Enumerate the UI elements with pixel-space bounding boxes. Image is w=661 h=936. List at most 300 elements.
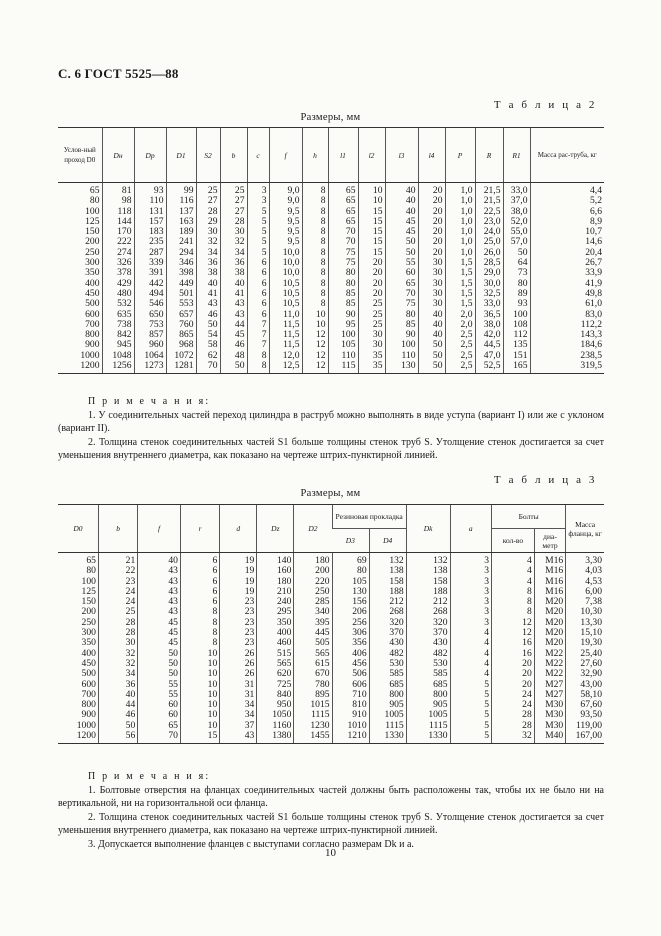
table3-row [58, 597, 604, 607]
table-cell: 28 [98, 628, 137, 638]
table-cell: 65 [328, 183, 358, 197]
table-cell: 98 [102, 196, 134, 206]
table-cell: 65 [385, 279, 418, 289]
table3-row [58, 618, 604, 628]
table-cell: 1281 [166, 361, 196, 374]
table-cell: 6 [247, 299, 269, 309]
table-cell: 800 [406, 690, 450, 700]
table-cell: 46 [98, 710, 137, 720]
t2-header-cell: l2 [358, 128, 385, 183]
table-cell: 40 [98, 690, 137, 700]
table-cell: 20 [418, 183, 445, 197]
table-cell: 100 [503, 310, 530, 320]
table-cell: 23 [220, 618, 257, 628]
table-cell: 40 [196, 279, 220, 289]
table-cell: 3 [450, 587, 492, 597]
table-cell: 200 [294, 566, 332, 576]
table-cell: 27,60 [566, 659, 604, 669]
table-cell: 5 [450, 700, 492, 710]
table-cell: 65 [328, 196, 358, 206]
table-cell: 1210 [332, 731, 369, 744]
table-cell: 70 [138, 731, 181, 744]
table-cell: 3,30 [566, 553, 604, 567]
table-cell: 2,0 [445, 310, 475, 320]
table-cell: 1,0 [445, 217, 475, 227]
table-cell: 8 [302, 207, 328, 217]
table-cell: 40 [220, 279, 247, 289]
table-cell: 12 [492, 618, 535, 628]
table-cell: 31 [220, 690, 257, 700]
table2-row [58, 299, 604, 309]
table-cell: М20 [534, 597, 565, 607]
table-cell: 449 [166, 279, 196, 289]
table-cell: 138 [406, 566, 450, 576]
table-cell: 400 [81, 648, 96, 659]
table-cell: 45 [385, 227, 418, 237]
table-cell: 905 [406, 700, 450, 710]
table-cell: 3 [247, 183, 269, 197]
table-cell: 10,5 [269, 289, 302, 299]
t2-header-cell: f [269, 128, 302, 183]
table-cell: 27 [196, 196, 220, 206]
table-cell: 34 [220, 710, 257, 720]
table-cell: 43 [138, 577, 181, 587]
table-cell: 40 [385, 196, 418, 206]
table-cell: 6 [180, 566, 219, 576]
table3-row [58, 566, 604, 576]
table-cell: 23 [220, 628, 257, 638]
table-cell: 6 [180, 577, 219, 587]
table-cell: 22,5 [475, 207, 503, 217]
table-cell: 685 [369, 680, 406, 690]
table-cell: 287 [134, 248, 166, 258]
table-cell: 500 [85, 299, 100, 310]
table-cell: 5 [450, 710, 492, 720]
table-cell: 8 [302, 279, 328, 289]
table-cell: 23 [220, 607, 257, 617]
table-cell: 378 [102, 268, 134, 278]
table3-row [58, 680, 604, 690]
table-cell: 70 [328, 227, 358, 237]
table-cell: 5,2 [530, 196, 604, 206]
table-cell: 250 [81, 617, 96, 628]
table-cell: 40 [385, 207, 418, 217]
table-cell: 43 [138, 597, 181, 607]
table-cell: 36 [98, 680, 137, 690]
table-cell: 90 [328, 310, 358, 320]
table-cell: 170 [102, 227, 134, 237]
table-cell: 1,0 [445, 237, 475, 247]
table-cell: 400 [257, 628, 294, 638]
table-cell: 268 [369, 607, 406, 617]
table-cell: 28 [220, 217, 247, 227]
table-cell: 615 [294, 659, 332, 669]
table-cell: 725 [257, 680, 294, 690]
table-cell: М30 [534, 700, 565, 710]
table-cell: 900 [81, 710, 96, 721]
table-cell: 75 [385, 299, 418, 309]
table-cell: 235 [134, 237, 166, 247]
table-cell: 105 [332, 577, 369, 587]
table2-row [58, 248, 604, 258]
t3-header-d4: D4 [369, 529, 406, 553]
table-cell: 857 [134, 330, 166, 340]
table-cell: 306 [332, 628, 369, 638]
table-cell: 4,03 [566, 566, 604, 576]
table-cell: 70 [385, 289, 418, 299]
table-cell: 37,0 [503, 196, 530, 206]
table-cell: 1455 [294, 731, 332, 744]
table-cell: 31 [220, 680, 257, 690]
table3-row [58, 553, 604, 567]
table-cell: 3 [450, 597, 492, 607]
table-cell: 8 [302, 237, 328, 247]
table-cell: 69 [332, 553, 369, 567]
table-cell: 800 [81, 700, 96, 711]
table-cell: 950 [257, 700, 294, 710]
table-cell: 4 [492, 553, 535, 567]
table-cell: 10,30 [566, 607, 604, 617]
table-cell: 895 [294, 690, 332, 700]
table-cell: 157 [134, 217, 166, 227]
table-cell: 32 [98, 649, 137, 659]
table-cell: 6 [180, 587, 219, 597]
table-cell: 132 [406, 553, 450, 567]
table-cell: 7 [247, 330, 269, 340]
table-cell: 25 [358, 310, 385, 320]
table-cell: 43 [196, 299, 220, 309]
table-cell: 5 [450, 721, 492, 731]
table-cell: 8 [247, 351, 269, 361]
table3-caption: Т а б л и ц а 3 [493, 474, 597, 486]
table-cell: 20 [418, 237, 445, 247]
table-cell: 6 [180, 553, 219, 567]
table-cell: 62 [196, 351, 220, 361]
table-cell: 26 [220, 669, 257, 679]
table-cell: 151 [503, 351, 530, 361]
table-cell: 15 [358, 207, 385, 217]
table-cell: 30 [418, 268, 445, 278]
table-cell: 30 [196, 227, 220, 237]
table-cell: 35 [358, 361, 385, 374]
notes-title: П р и м е ч а н и я: [88, 396, 211, 407]
table-cell: 482 [406, 649, 450, 659]
t2-header-cell: S2 [196, 128, 220, 183]
table-cell: 38,0 [475, 320, 503, 330]
table-cell: 15 [358, 227, 385, 237]
table-cell: 30 [418, 258, 445, 268]
table-cell: 105 [328, 340, 358, 350]
table-cell: 530 [369, 659, 406, 669]
table-cell: 1,0 [445, 248, 475, 258]
table-cell: 10,0 [269, 268, 302, 278]
table-cell: 100 [328, 330, 358, 340]
table-cell: 445 [294, 628, 332, 638]
t2-header-cell: Dр [134, 128, 166, 183]
table-cell: 28 [492, 710, 535, 720]
table-cell: 32,90 [566, 669, 604, 679]
table-cell: 294 [166, 248, 196, 258]
table-cell: 5 [247, 227, 269, 237]
table-cell: 220 [294, 577, 332, 587]
table-cell: 494 [134, 289, 166, 299]
table-cell: 1048 [102, 351, 134, 361]
table-cell: 23 [220, 597, 257, 607]
table-cell: 865 [166, 330, 196, 340]
table-cell: 4 [492, 577, 535, 587]
table-cell: 8 [180, 607, 219, 617]
table-cell: 1,5 [445, 279, 475, 289]
table-cell: 8 [492, 587, 535, 597]
table-cell: 6,00 [566, 587, 604, 597]
table-cell: 700 [81, 689, 96, 700]
table-cell: 61,0 [530, 299, 604, 309]
table-cell: 3 [450, 607, 492, 617]
table2-row [58, 279, 604, 289]
table-cell: 11,5 [269, 340, 302, 350]
table-cell: 85 [385, 320, 418, 330]
table-cell: 43 [138, 566, 181, 576]
table-cell: 45 [138, 618, 181, 628]
table-cell: 12 [302, 351, 328, 361]
table-cell: 10 [302, 320, 328, 330]
table-cell: 1010 [332, 721, 369, 731]
table-cell: 60 [138, 700, 181, 710]
table-cell: 30 [418, 279, 445, 289]
table-cell: 15 [358, 237, 385, 247]
table-cell: 19 [220, 577, 257, 587]
table-cell: 7 [247, 320, 269, 330]
table-cell: 116 [166, 196, 196, 206]
table-cell: 50 [196, 320, 220, 330]
table-cell: 1005 [406, 710, 450, 720]
table-cell: 55 [385, 258, 418, 268]
table-cell: 840 [257, 690, 294, 700]
table-cell: 500 [81, 669, 96, 680]
table-cell: 21 [98, 553, 137, 567]
notes-title: П р и м е ч а н и я: [88, 771, 211, 782]
table-cell: 112 [503, 330, 530, 340]
table-cell: 10,0 [269, 258, 302, 268]
table-cell: 25 [98, 607, 137, 617]
table-cell: 42,0 [475, 330, 503, 340]
t3-header-dk: Dk [406, 505, 450, 553]
table-cell: 1015 [294, 700, 332, 710]
table-cell: 760 [166, 320, 196, 330]
table-cell: 165 [503, 361, 530, 374]
table3-row [58, 659, 604, 669]
table-cell: 32 [196, 237, 220, 247]
table-cell: 10 [180, 690, 219, 700]
table-cell: 5 [247, 207, 269, 217]
table-cell: 429 [102, 279, 134, 289]
table-cell: 1050 [257, 710, 294, 720]
table-cell: 2,5 [445, 351, 475, 361]
table-cell: 188 [369, 587, 406, 597]
table-cell: 250 [294, 587, 332, 597]
table-cell: 1,5 [445, 299, 475, 309]
table-cell: 1,5 [445, 289, 475, 299]
table-cell: 30 [418, 289, 445, 299]
table-cell: 810 [332, 700, 369, 710]
table-cell: 14,6 [530, 237, 604, 247]
table-cell: 212 [406, 597, 450, 607]
table-cell: 75 [328, 248, 358, 258]
table-cell: 112,2 [530, 320, 604, 330]
table-cell: 7 [247, 340, 269, 350]
t2-header-cell: h [302, 128, 328, 183]
table-cell: 8 [302, 258, 328, 268]
table-cell: 119,00 [566, 721, 604, 731]
table-cell: 46 [196, 310, 220, 320]
table-cell: 6 [247, 258, 269, 268]
table-cell: 456 [332, 659, 369, 669]
table-cell: 93,50 [566, 710, 604, 720]
t3-header-f: f [138, 505, 181, 553]
table-cell: 43 [220, 310, 247, 320]
table-cell: 132 [369, 553, 406, 567]
table-cell: 20 [358, 279, 385, 289]
table-cell: 6 [247, 310, 269, 320]
table-cell: 140 [257, 553, 294, 567]
table-cell: 12 [302, 340, 328, 350]
table-cell: 34 [220, 248, 247, 258]
table-cell: 635 [102, 310, 134, 320]
t3-header-d2: D2 [294, 505, 332, 553]
table-cell: 38,0 [503, 207, 530, 217]
table-cell: 8 [302, 268, 328, 278]
table-cell: 10 [180, 659, 219, 669]
table-cell: 1,5 [445, 268, 475, 278]
table-cell: 9,5 [269, 227, 302, 237]
table-cell: 11,5 [269, 330, 302, 340]
table-cell: 37 [220, 721, 257, 731]
table-cell: 585 [406, 669, 450, 679]
table-cell: 33,0 [475, 299, 503, 309]
table-cell: 56 [98, 731, 137, 744]
table-cell: 20 [358, 268, 385, 278]
table-cell: 32 [492, 731, 535, 744]
table-cell: 24,0 [475, 227, 503, 237]
table-cell: 20 [418, 248, 445, 258]
table-cell: 110 [385, 351, 418, 361]
table-cell: 24 [492, 690, 535, 700]
table-cell: 450 [85, 288, 100, 299]
table-cell: 3 [247, 196, 269, 206]
table-cell: 85 [328, 289, 358, 299]
table-cell: 67,60 [566, 700, 604, 710]
table3-row [58, 690, 604, 700]
table-cell: 40 [418, 330, 445, 340]
table-cell: 12 [492, 628, 535, 638]
table-cell: 905 [369, 700, 406, 710]
table-cell: 34 [196, 248, 220, 258]
table-cell: 430 [369, 638, 406, 648]
table-cell: 738 [102, 320, 134, 330]
table-cell: 250 [85, 247, 100, 258]
table-cell: 212 [369, 597, 406, 607]
table-cell: 606 [332, 680, 369, 690]
table-cell: 50 [98, 721, 137, 731]
table-cell: 40 [385, 183, 418, 197]
table-cell: 163 [166, 217, 196, 227]
table-cell: 50 [418, 351, 445, 361]
table-cell: 150 [81, 597, 96, 608]
table-cell: 20 [418, 217, 445, 227]
table-cell: 58 [196, 340, 220, 350]
table-cell: 910 [332, 710, 369, 720]
table-cell: 319,5 [530, 361, 604, 374]
table-cell: 55 [138, 680, 181, 690]
table-cell: 50 [418, 361, 445, 374]
table2-units: Размеры, мм [300, 112, 361, 123]
table-cell: 12,0 [269, 351, 302, 361]
table-cell: 240 [257, 597, 294, 607]
table-cell: 600 [85, 309, 100, 320]
table2-body [58, 183, 604, 374]
table-cell: 15 [358, 217, 385, 227]
table3-row [58, 721, 604, 731]
table-cell: 3 [450, 618, 492, 628]
t3-header-b: b [98, 505, 137, 553]
table-cell: 1064 [134, 351, 166, 361]
table-cell: 44,5 [475, 340, 503, 350]
table-cell: 13,30 [566, 618, 604, 628]
table-cell: 1160 [257, 721, 294, 731]
table-cell: 546 [134, 299, 166, 309]
table-cell: 60 [138, 710, 181, 720]
table-cell: 130 [332, 587, 369, 597]
table-cell: 30 [220, 227, 247, 237]
table-cell: 32 [220, 237, 247, 247]
table-cell: М16 [534, 553, 565, 567]
table-cell: 530 [406, 659, 450, 669]
table-cell: 800 [85, 330, 100, 341]
table-cell: 300 [81, 628, 96, 639]
table-cell: 945 [102, 340, 134, 350]
table-cell: 16 [492, 638, 535, 648]
table3-row [58, 638, 604, 648]
table-cell: 268 [406, 607, 450, 617]
table-cell: 6 [180, 597, 219, 607]
table-cell: 1200 [58, 361, 102, 374]
table-cell: 95 [328, 320, 358, 330]
table-cell: 8 [302, 227, 328, 237]
table-cell: 50 [418, 340, 445, 350]
table-cell: 480 [102, 289, 134, 299]
table-cell: 565 [294, 649, 332, 659]
table-cell: 4,4 [530, 183, 604, 197]
table-cell: 12 [302, 330, 328, 340]
table-cell: 2,5 [445, 340, 475, 350]
table-cell: 130 [385, 361, 418, 374]
table-cell: 8 [302, 196, 328, 206]
table-cell: М20 [534, 628, 565, 638]
table-cell: 1200 [58, 731, 98, 744]
table-cell: 1000 [80, 350, 100, 361]
notes-table3 [58, 770, 604, 852]
table-cell: 10 [180, 669, 219, 679]
table-cell: 80 [328, 279, 358, 289]
table-cell: 115 [328, 361, 358, 374]
table-cell: 65 [328, 207, 358, 217]
table-cell: 180 [257, 577, 294, 587]
table-cell: 34 [220, 700, 257, 710]
table-cell: 5 [247, 248, 269, 258]
table-cell: 100 [81, 576, 96, 587]
table-cell: 800 [369, 690, 406, 700]
table-cell: 340 [294, 607, 332, 617]
